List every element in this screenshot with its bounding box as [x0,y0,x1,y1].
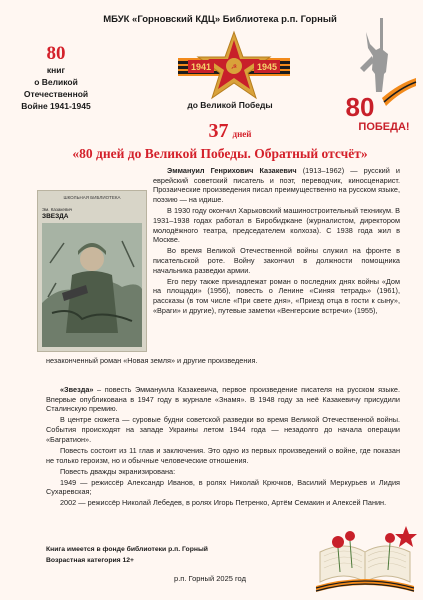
book-count-line-1: книг [46,65,66,75]
book-count-block [6,44,106,112]
age-category: Возрастная категория 12+ [46,557,135,564]
novel-paragraph-3: Повесть состоит из 11 глав и заключения. Это одно из первых произведений о войне, где показан не только героизм, но и обычные человеческие отношения. [46,445,400,465]
days-word: дней [232,129,252,139]
novel-paragraph-4: Повесть дважды экранизирована: [60,466,176,476]
days-counter [150,120,310,143]
bio-paragraph-5: незаконченный роман «Новая земля» и другие произведения. [46,356,258,365]
novel-paragraph-2: В центре сюжета — суровые будни советской разведки во время Великой Отечественной войны. События происходят на западе Украины летом 1944 года — незадолго до начала операции «Багратион». [46,415,400,444]
motherland-statue-logo-icon [336,14,418,134]
soldier-illustration-icon [42,223,142,347]
novel-paragraph-1: – повесть Эммануила Казакевича, первое произведение писателя на русском языке. Впервые опубликована в 1947 году в журнале «Знамя». В 1948 году за неё Казакевичу присудили Сталинскую премию. [46,385,400,414]
book-count-line-4: Войне 1941-1945 [21,101,91,111]
year-left: 1941 [190,62,212,72]
book-count-line-3: Отечественной [23,89,89,99]
until-victory-label: до Великой Победы [187,100,273,110]
author-bio-continued [46,356,400,367]
pobeda-word: ПОБЕДА! [358,121,410,133]
novel-title: «Звезда» [60,385,94,394]
book-count-number: 80 [46,43,66,64]
book-cover-title: ЗВЕЗДА [42,213,69,220]
library-note [46,544,266,566]
book-cover-image [37,190,147,352]
svg-text:☭: ☭ [230,63,238,71]
open-book-ribbon-decoration-icon [310,512,420,600]
bio-paragraph-2: В 1930 году окончил Харьковский машиностроительный техникум. В 1931–1938 годах работал в Биробиджане (журналистом, директором молодёжного театра, председателем колхоза). С 1938 года жил в Москве. [153,206,400,245]
author-name: Эммануил Генрихович Казакевич [167,166,297,175]
bio-paragraph-4: Его перу также принадлежат роман о последних днях войны «Дом на площади» (1956), повесть о Ленине «Синяя тетрадь» (1961), рассказы (в том числе «При свете дня», «Приезд отца в гости к сыну», «Враги» и другие), путевые заметки «Венгерские встречи» (1955), [153,276,400,315]
days-number: 37 [208,120,229,142]
countdown-title: «80 дней до Великой Победы. Обратный отсчёт» [72,146,368,161]
book-cover-author: Эм. Казакевич [42,207,73,212]
pobeda-number: 80 [345,92,375,122]
library-availability: Книга имеется в фонде библиотеки р.п. Горный [46,546,208,553]
novel-paragraph-5: 1949 — режиссёр Александр Иванов, в ролях Николай Крючков, Василий Меркурьев и Лидия Сухаревская; [46,477,400,497]
novel-description [46,385,400,509]
book-count-line-2: о Великой [34,77,78,87]
novel-paragraph-6: 2002 — режиссёр Николай Лебедев, в ролях Игорь Петренко, Артём Семакин и Алексей Панин. [60,498,387,508]
bio-paragraph-3: Во время Великой Отечественной войны служил на фронте в писательской роте. Войну закончил в должности помощника начальника разведки армии. [153,246,400,275]
year-right: 1945 [256,62,278,72]
ribbon-star-emblem-icon [174,30,294,102]
footer-city-year: р.п. Горный 2025 год [174,574,246,583]
org-title: МБУК «Горновский КДЦ» Библиотека р.п. Горный [103,14,337,25]
author-bio [153,166,400,317]
book-series-label: ШКОЛЬНАЯ БИБЛИОТЕКА [63,195,121,200]
bio-paragraph-1: (1913–1962) — русский и еврейский советский писатель и поэт, переводчик, киносценарист. Прозаические произведения писал преимущественно на русском языке, поэзию — на идише. [153,166,400,205]
